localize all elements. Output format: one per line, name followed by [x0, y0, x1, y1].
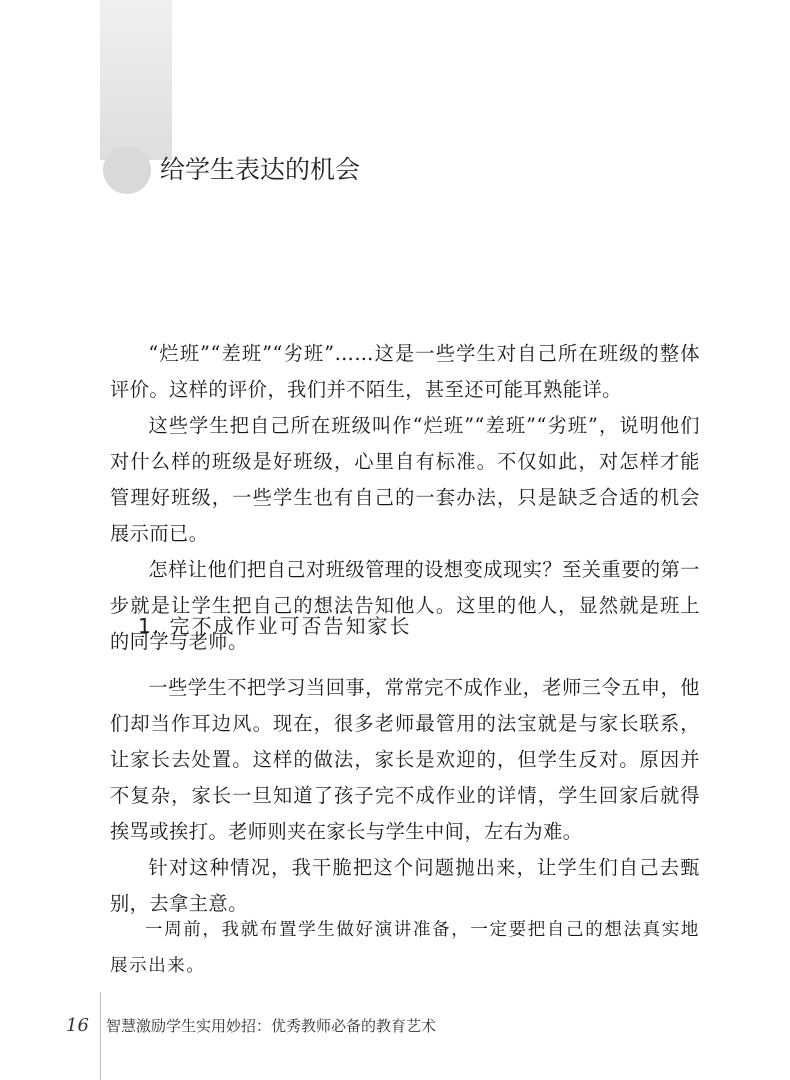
- page-number: 16: [66, 1014, 89, 1036]
- page-footer: [66, 1005, 436, 1045]
- paragraph: 怎样让他们把自己对班级管理的设想变成现实？至关重要的第一步就是让学生把自己的想法告知他人。这里的他人，显然就是班上的同学与老师。: [110, 558, 700, 653]
- chapter-title: 给学生表达的机会: [160, 155, 361, 184]
- paragraph: 一些学生不把学习当回事，常常完不成作业，老师三令五申，他们却当作耳边风。现在，很多老师最管用的法宝就是与家长联系，让家长去处置。这样的做法，家长是欢迎的，但学生反对。原因并不复杂，家长一旦知道了孩子完不成作业的详情，学生回家后就得挨骂或挨打。老师则夹在家长与学生中间，左右为难。: [110, 676, 700, 843]
- section-text-block: [110, 670, 700, 922]
- paragraph: “烂班”“差班”“劣班”……这是一些学生对自己所在班级的整体评价。这样的评价，我们并不陌生，甚至还可能耳熟能详。: [110, 342, 700, 401]
- book-title: 智慧激励学生实用妙招：优秀教师必备的教育艺术: [106, 1016, 437, 1035]
- section-heading: 1. 完不成作业可否告知家长: [138, 614, 412, 638]
- title-circle-ornament: [103, 146, 151, 194]
- paragraph: 一周前，我就布置学生做好演讲准备，一定要把自己的想法真实地展示出来。: [110, 920, 700, 976]
- decorative-side-bar: [100, 0, 172, 160]
- paragraph: 这些学生把自己所在班级叫作“烂班”“差班”“劣班”，说明他们对什么样的班级是好班级，心里自有标准。不仅如此，对怎样才能管理好班级，一些学生也有自己的一套办法，只是缺乏合适的机会展示而已。: [110, 414, 700, 545]
- closing-text-block: [110, 912, 700, 984]
- paragraph: 针对这种情况，我干脆把这个问题抛出来，让学生们自己去甄别，去拿主意。: [110, 856, 700, 915]
